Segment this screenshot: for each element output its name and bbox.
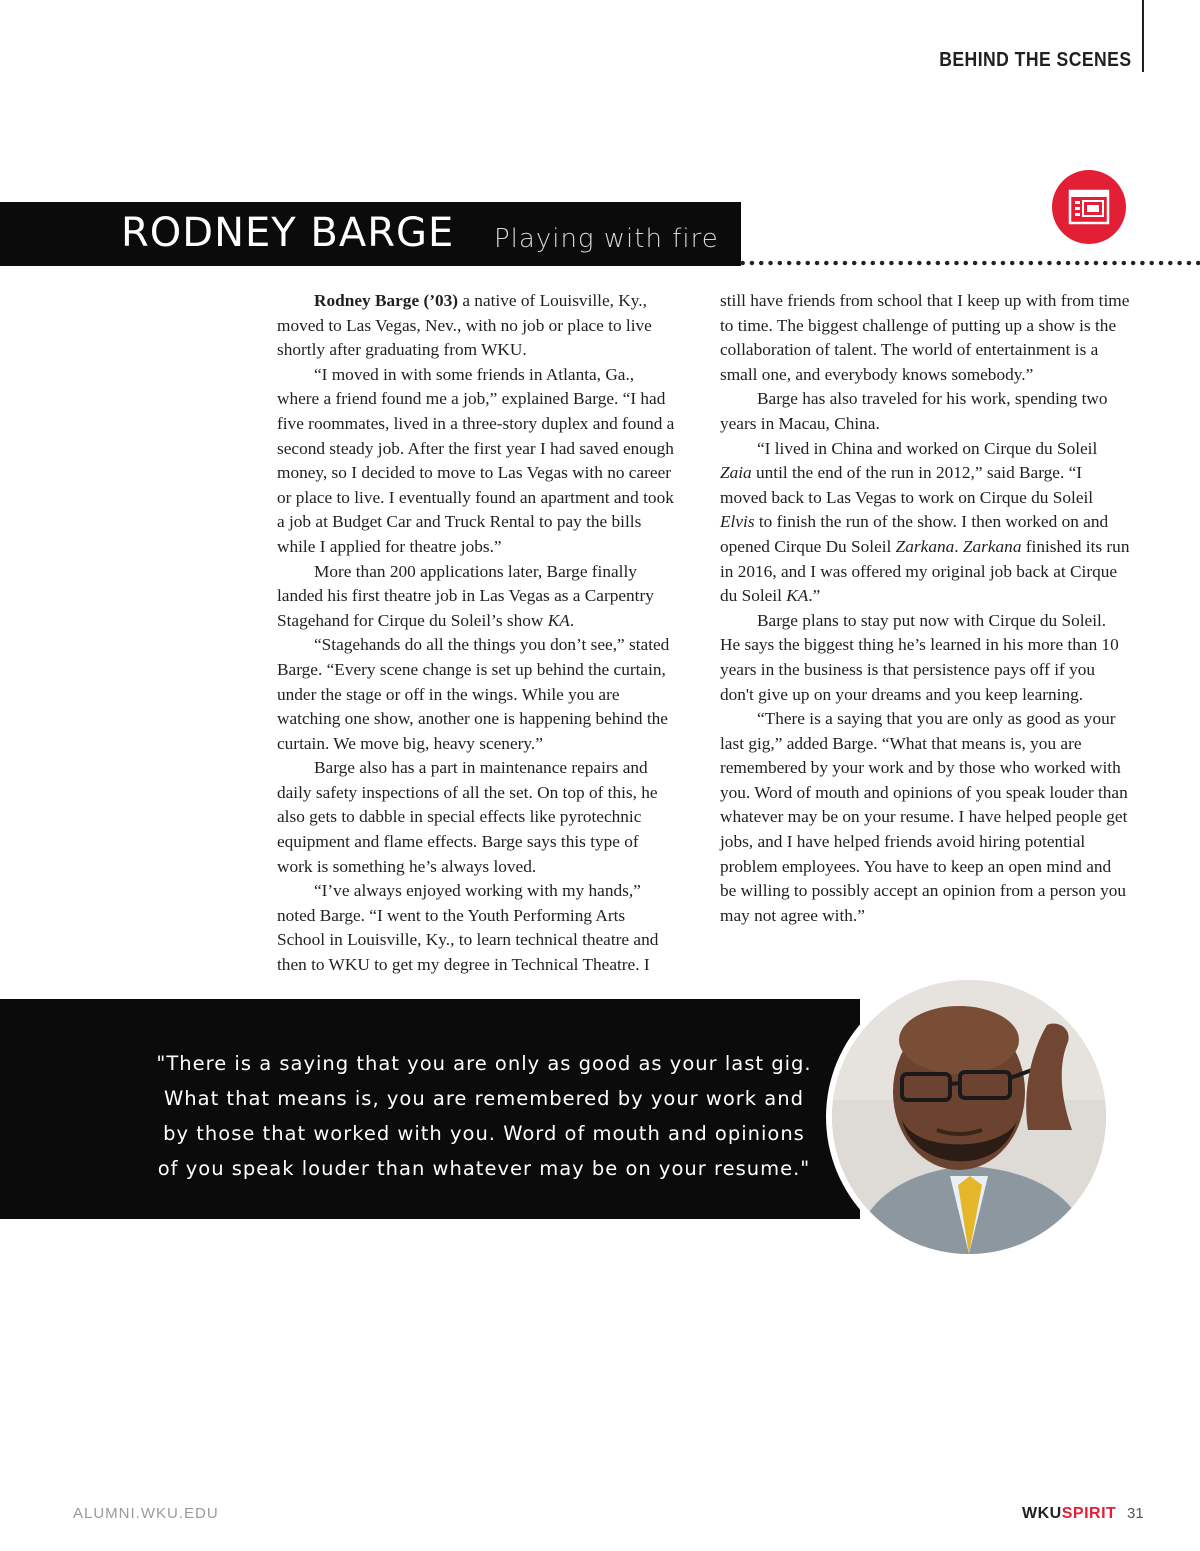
footer-url[interactable]: ALUMNI.WKU.EDU — [73, 1505, 219, 1522]
article-paragraph: Rodney Barge (’03) a native of Louisville, Ky., moved to Las Vegas, Nev., with no job or place to live shortly after graduating from WKU. — [277, 291, 652, 360]
newspaper-icon — [1052, 170, 1126, 244]
article-paragraph: Barge plans to stay put now with Cirque du Soleil. He says the biggest thing he’s learned in his more than 10 years in the business is that persistence pays off if you don't give up on your dreams and you keep learning. — [720, 610, 1119, 704]
article-paragraph: Barge has also traveled for his work, spending two years in Macau, China. — [720, 389, 1108, 433]
article-paragraph: Barge also has a part in maintenance repairs and daily safety inspections of all the set. On top of this, he also gets to dabble in special effects like pyrotechnic equipment and flame effects. Barge says this type of work is something he’s always loved. — [277, 758, 658, 876]
article-paragraph: “Stagehands do all the things you don’t see,” stated Barge. “Every scene change is set up behind the curtain, under the stage or off in the wings. While you are watching one show, another one is happening behind the curtain. We move big, heavy scenery.” — [277, 635, 670, 753]
dotted-rule — [738, 258, 1200, 270]
section-divider — [1142, 0, 1144, 72]
article-column-left — [277, 289, 677, 978]
portrait-photo — [832, 980, 1106, 1254]
article-paragraph: “I moved in with some friends in Atlanta, Ga., where a friend found me a job,” explained Barge. “I had five roommates, lived in a three-story duplex and found a second steady job. After the first year I had saved enough money, so I decided to move to Las Vegas with no career or place to live. I eventually found an apartment and took a job at Budget Car and Truck Rental to pay the bills while I applied for theatre jobs.” — [277, 364, 675, 556]
article-paragraph: “There is a saying that you are only as good as your last gig,” added Barge. “What that means is, you are remembered by your work and by those who worked with you. Word of mouth and opinions of you speak louder than whatever may be on your resume. I have helped people get jobs, and I have helped friends avoid hiring potential problem employees. You have to keep an open mind and be willing to possibly accept an opinion from a person you may not agree with.” — [720, 709, 1128, 925]
article-paragraph: “I’ve always enjoyed working with my hands,” noted Barge. “I went to the Youth Performing Arts School in Louisville, Ky., to learn technical theatre and then to WKU to get my degree in Technical Theatre. I — [277, 881, 659, 975]
footer-brand: WKUSPIRIT — [1022, 1505, 1117, 1522]
article-title: RODNEY BARGE — [121, 210, 455, 256]
pull-quote: "There is a saying that you are only as good as your last gig. What that means is, you are remembered by your work and by those that worked with you. Word of mouth and opinions of you speak louder than whatever may be on your resume." — [156, 1052, 812, 1180]
section-label: BEHIND THE SCENES — [939, 49, 1132, 71]
article-paragraph: More than 200 applications later, Barge finally landed his first theatre job in Las Vegas as a Carpentry Stagehand for Cirque du Soleil’s show KA. — [277, 561, 654, 630]
article-paragraph: “I lived in China and worked on Cirque du Soleil Zaia until the end of the run in 2012,” said Barge. “I moved back to Las Vegas to work on Cirque du Soleil Elvis to finish the run of the show. I then worked on and opened Cirque Du Soleil Zarkana. Zarkana finished its run in 2016, and I was offered my original job back at Cirque du Soleil KA.” — [720, 438, 1130, 606]
article-paragraph: still have friends from school that I keep up with from time to time. The biggest challenge of putting up a show is the collaboration of talent. The world of entertainment is a small one, and everybody knows somebody.” — [720, 291, 1130, 384]
page-number: 31 — [1127, 1505, 1144, 1522]
article-subtitle: Playing with fire — [494, 224, 719, 254]
article-column-right — [720, 289, 1130, 928]
